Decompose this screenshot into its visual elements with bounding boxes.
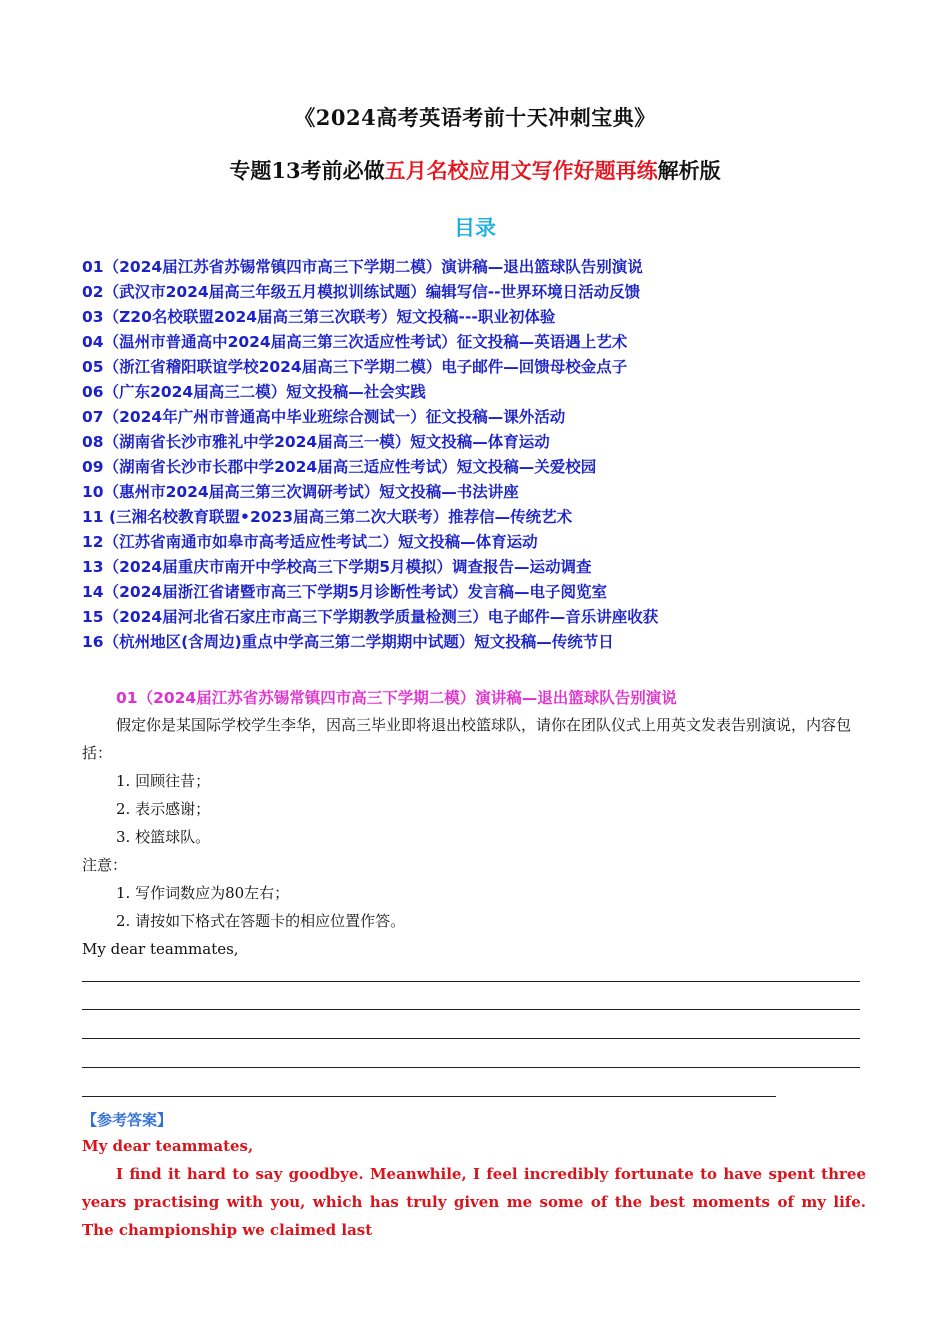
toc-link[interactable]: 07（2024年广州市普通高中毕业班综合测试一）征文投稿—课外活动 xyxy=(82,408,566,426)
toc-link[interactable]: 08（湖南省长沙市雅礼中学2024届高三一模）短文投稿—体育运动 xyxy=(82,433,550,451)
toc-link[interactable]: 09（湖南省长沙市长郡中学2024届高三适应性考试）短文投稿—关爱校园 xyxy=(82,458,597,476)
note-item: 2. 请按如下格式在答题卡的相应位置作答。 xyxy=(116,912,406,930)
toc-heading: 目录 xyxy=(454,216,496,240)
answer-line xyxy=(82,1096,776,1097)
answer-text: I find it hard to say goodbye. Meanwhile, I feel incredibly fortunate to have spent three years practising with you, which has truly given me some of the best moments of my life. The championship we claimed last xyxy=(82,1165,866,1239)
toc-link[interactable]: 04（温州市普通高中2024届高三第三次适应性考试）征文投稿—英语遇上艺术 xyxy=(82,333,628,351)
content-point: 3. 校篮球队。 xyxy=(116,828,211,846)
note-item: 1. 写作词数应为80左右； xyxy=(116,884,290,902)
toc-link[interactable]: 02（武汉市2024届高三年级五月模拟训练试题）编辑写信--世界环境日活动反馈 xyxy=(82,283,641,301)
salutation: My dear teammates, xyxy=(82,940,239,958)
answer-line xyxy=(82,1038,860,1039)
reference-answer-label: 【参考答案】 xyxy=(82,1111,173,1129)
toc-link[interactable]: 12（江苏省南通市如皋市高考适应性考试二）短文投稿—体育运动 xyxy=(82,533,538,551)
toc-link[interactable]: 03（Z20名校联盟2024届高三第三次联考）短文投稿---职业初体验 xyxy=(82,308,556,326)
document-subtitle xyxy=(0,155,950,185)
answer-line xyxy=(82,981,860,982)
table-of-contents xyxy=(82,255,882,655)
toc-link[interactable]: 11 (三湘名校教育联盟•2023届高三第二次大联考）推荐信—传统艺术 xyxy=(82,508,573,526)
section-heading: 01（2024届江苏省苏锡常镇四市高三下学期二模）演讲稿—退出篮球队告别演说 xyxy=(116,689,677,707)
toc-link[interactable]: 01（2024届江苏省苏锡常镇四市高三下学期二模）演讲稿—退出篮球队告别演说 xyxy=(82,258,643,276)
toc-link[interactable]: 10（惠州市2024届高三第三次调研考试）短文投稿—书法讲座 xyxy=(82,483,519,501)
subtitle-suffix: 解析版 xyxy=(657,158,721,183)
subtitle-highlight: 五月名校应用文写作好题再练 xyxy=(384,158,658,183)
answer-line xyxy=(82,1009,860,1010)
content-point: 2. 表示感谢； xyxy=(116,800,211,818)
toc-link[interactable]: 06（广东2024届高三二模）短文投稿—社会实践 xyxy=(82,383,426,401)
subtitle-prefix: 专题13考前必做 xyxy=(229,158,385,183)
toc-link[interactable]: 16（杭州地区(含周边)重点中学高三第二学期期中试题）短文投稿—传统节日 xyxy=(82,633,614,651)
task-prompt: 假定你是某国际学校学生李华，因高三毕业即将退出校篮球队，请你在团队仪式上用英文发表告别演说，内容包括： xyxy=(82,716,852,762)
toc-link[interactable]: 05（浙江省稽阳联谊学校2024届高三下学期二模）电子邮件—回馈母校金点子 xyxy=(82,358,628,376)
answer-salutation: My dear teammates, xyxy=(82,1137,254,1155)
content-point: 1. 回顾往昔； xyxy=(116,772,211,790)
toc-link[interactable]: 13（2024届重庆市南开中学校高三下学期5月模拟）调查报告—运动调查 xyxy=(82,558,592,576)
toc-link[interactable]: 15（2024届河北省石家庄市高三下学期教学质量检测三）电子邮件—音乐讲座收获 xyxy=(82,608,659,626)
document-title: 《2024高考英语考前十天冲刺宝典》 xyxy=(294,105,656,130)
answer-line xyxy=(82,1067,860,1068)
toc-link[interactable]: 14（2024届浙江省诸暨市高三下学期5月诊断性考试）发言稿—电子阅览室 xyxy=(82,583,607,601)
note-label: 注意： xyxy=(82,856,128,874)
